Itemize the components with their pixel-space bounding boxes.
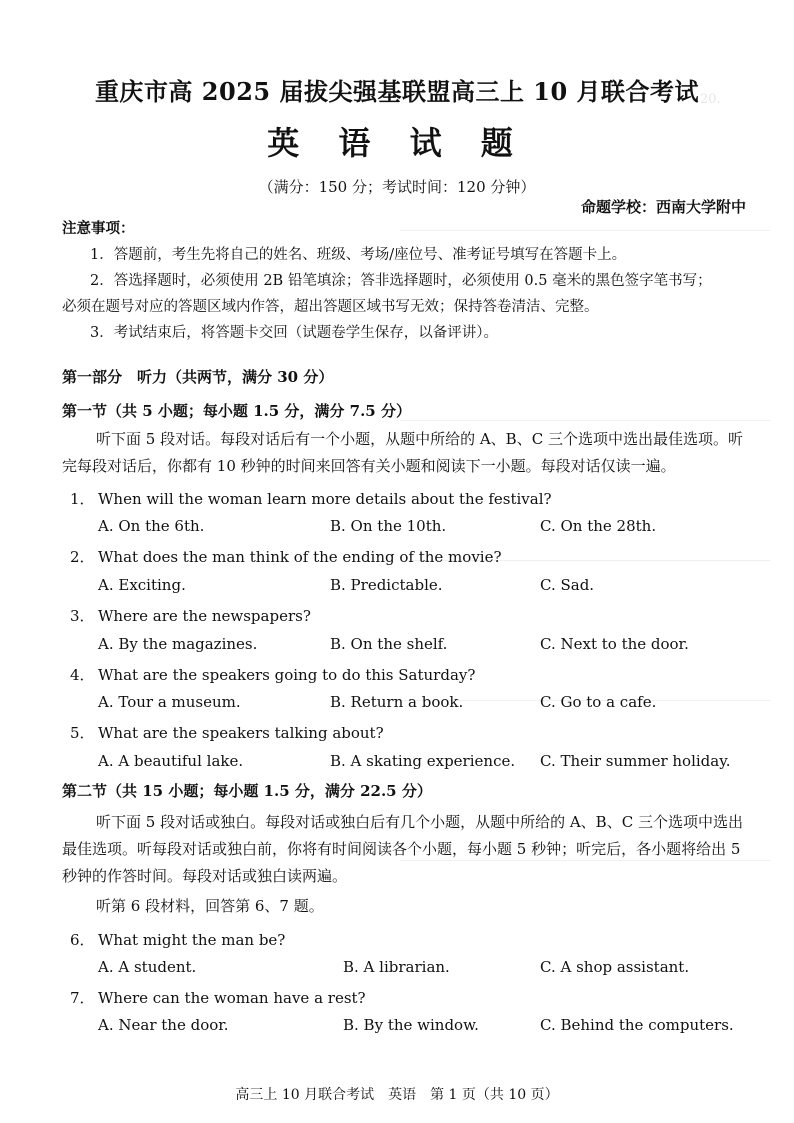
question-number: 5．: [70, 724, 95, 742]
note-item: 1．答题前，考生先将自己的姓名、班级、考场/座位号、准考证号填写在答题卡上。: [90, 247, 627, 263]
question-text: When will the woman learn more details about the festival?: [98, 490, 552, 508]
option-b[interactable]: B. On the 10th.: [330, 517, 447, 535]
section1-instructions: 听下面 5 段对话。每段对话后有一个小题，从题中所给的 A、B、C 三个选项中选出最佳选项。听完每段对话后，你都有 10 秒钟的时间来回答有关小题和阅读下一小题。每段对话仅读一遍。: [62, 430, 743, 475]
option-b[interactable]: B. A librarian.: [343, 958, 450, 976]
question-4: [70, 664, 746, 685]
notes-heading: 注意事项：: [62, 220, 135, 237]
options-5: [98, 752, 748, 772]
option-a[interactable]: A. By the magazines.: [98, 635, 258, 653]
options-7: [98, 1016, 748, 1036]
notes-block: [62, 216, 746, 346]
option-a[interactable]: A. Exciting.: [98, 576, 186, 594]
question-number: 1．: [70, 490, 95, 508]
question-text: Where can the woman have a rest?: [98, 989, 366, 1007]
options-1: [98, 517, 748, 537]
option-c[interactable]: C. Go to a cafe.: [540, 693, 657, 711]
bleed-through-text: 20.: [700, 92, 721, 107]
option-c[interactable]: C. Their summer holiday.: [540, 752, 731, 770]
option-a[interactable]: A. A beautiful lake.: [98, 752, 244, 770]
question-5: [70, 722, 746, 743]
question-number: 3．: [70, 607, 95, 625]
question-text: What might the man be?: [98, 931, 286, 949]
question-text: What are the speakers going to do this Saturday?: [98, 666, 476, 684]
section1-title: 第一节（共 5 小题；每小题 1.5 分，满分 7.5 分）: [62, 402, 411, 420]
question-2: [70, 546, 746, 567]
option-a[interactable]: A. A student.: [98, 958, 197, 976]
question-number: 6．: [70, 931, 95, 949]
option-c[interactable]: C. Next to the door.: [540, 635, 689, 653]
exam-meta: （满分：150 分；考试时间：120 分钟）: [258, 178, 536, 196]
part1-title: 第一部分 听力（共两节，满分 30 分）: [62, 368, 334, 386]
options-6: [98, 958, 748, 978]
question-text: Where are the newspapers?: [98, 607, 311, 625]
option-b[interactable]: B. On the shelf.: [330, 635, 448, 653]
note-item: 必须在题号对应的答题区域内作答，超出答题区域书写无效；保持答卷清洁、完整。: [62, 299, 599, 315]
exam-title: 重庆市高 2025 届拔尖强基联盟高三上 10 月联合考试: [94, 77, 700, 106]
school-name: 命题学校：西南大学附中: [580, 198, 746, 216]
question-6: [70, 929, 746, 950]
option-b[interactable]: B. Predictable.: [330, 576, 443, 594]
question-text: What are the speakers talking about?: [98, 724, 384, 742]
option-a[interactable]: A. Tour a museum.: [98, 693, 241, 711]
option-c[interactable]: C. Sad.: [540, 576, 595, 594]
option-c[interactable]: C. A shop assistant.: [540, 958, 690, 976]
section2-instructions: 听下面 5 段对话或独白。每段对话或独白后有几个小题，从题中所给的 A、B、C 三个选项中选出最佳选项。听每段对话或独白前，你将有时间阅读各个小题，每小题 5 秒钟；听完后，各小题将给出 5 秒钟的作答时间。每段对话或独白读两遍。: [62, 813, 743, 885]
subject-title: 英 语 试 题: [267, 124, 527, 162]
option-c[interactable]: C. Behind the computers.: [540, 1016, 734, 1034]
option-b[interactable]: B. A skating experience.: [330, 752, 516, 770]
options-3: [98, 635, 748, 655]
option-b[interactable]: B. By the window.: [343, 1016, 479, 1034]
note-item: 2．答选择题时，必须使用 2B 铅笔填涂；答非选择题时，必须使用 0.5 毫米的黑色签字笔书写；: [90, 273, 712, 289]
material-6-instruction: 听第 6 段材料，回答第 6、7 题。: [96, 897, 324, 915]
option-a[interactable]: A. Near the door.: [98, 1016, 229, 1034]
question-number: 7．: [70, 989, 95, 1007]
page-footer: 高三上 10 月联合考试 英语 第 1 页（共 10 页）: [235, 1087, 559, 1103]
option-b[interactable]: B. Return a book.: [330, 693, 464, 711]
options-4: [98, 693, 748, 713]
options-2: [98, 576, 748, 596]
question-7: [70, 987, 746, 1008]
question-number: 2．: [70, 548, 95, 566]
note-item: 3．考试结束后，将答题卡交回（试题卷学生保存，以备评讲）。: [90, 325, 498, 341]
question-3: [70, 605, 746, 626]
question-1: [70, 488, 746, 509]
option-c[interactable]: C. On the 28th.: [540, 517, 657, 535]
option-a[interactable]: A. On the 6th.: [98, 517, 205, 535]
section2-title: 第二节（共 15 小题；每小题 1.5 分，满分 22.5 分）: [62, 782, 432, 800]
question-text: What does the man think of the ending of the movie?: [98, 548, 502, 566]
question-number: 4．: [70, 666, 95, 684]
